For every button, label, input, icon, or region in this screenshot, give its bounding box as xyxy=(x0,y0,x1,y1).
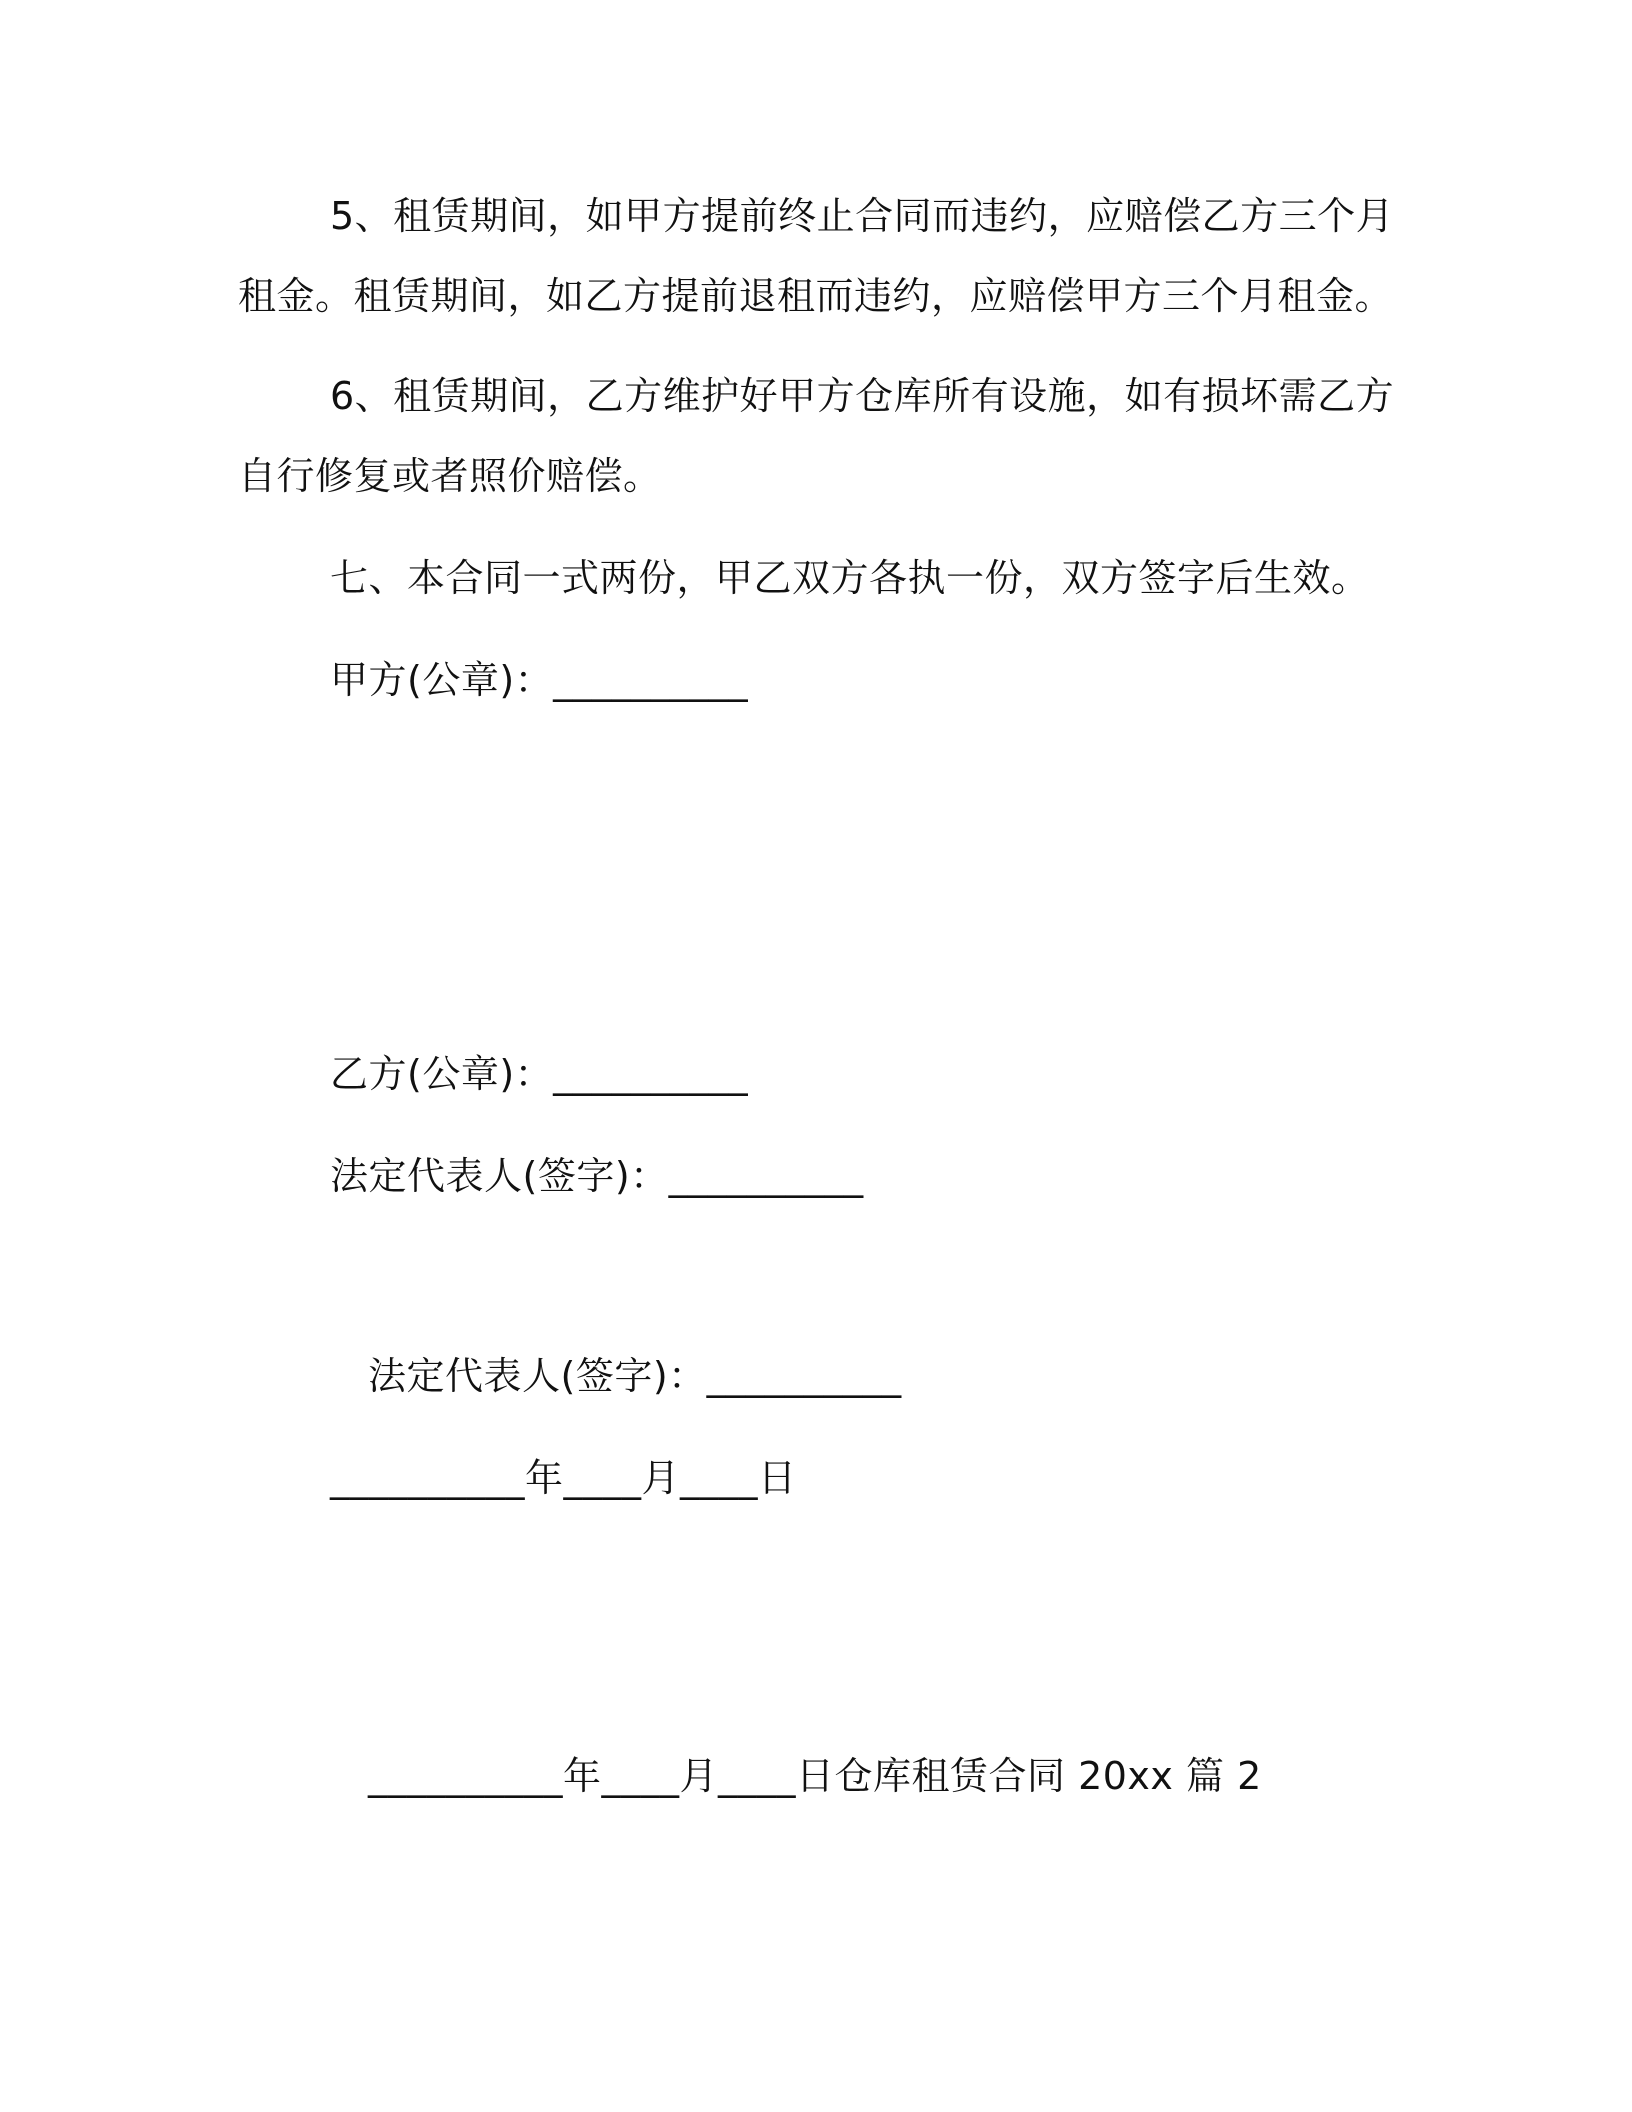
legal-rep-sign-1: 法定代表人(签字)：__________ xyxy=(330,1154,864,1198)
party-a-seal: 甲方(公章)：__________ xyxy=(330,658,749,702)
clause-6-line-1: 6、租赁期间，乙方维护好甲方仓库所有设施，如有损坏需乙方 xyxy=(330,374,1395,418)
clause-7: 七、本合同一式两份，甲乙双方各执一份，双方签字后生效。 xyxy=(330,556,1370,600)
party-b-seal: 乙方(公章)：__________ xyxy=(330,1052,749,1096)
next-contract-title: __________年____月____日仓库租赁合同 20xx 篇 2 xyxy=(368,1754,1262,1798)
legal-rep-sign-2: 法定代表人(签字)：__________ xyxy=(368,1354,902,1398)
clause-6-line-2: 自行修复或者照价赔偿。 xyxy=(238,454,662,498)
clause-5-line-2: 租金。租赁期间，如乙方提前退租而违约，应赔偿甲方三个月租金。 xyxy=(238,274,1394,318)
date-line: __________年____月____日 xyxy=(330,1456,797,1500)
clause-5-line-1: 5、租赁期间，如甲方提前终止合同而违约，应赔偿乙方三个月 xyxy=(330,194,1395,238)
